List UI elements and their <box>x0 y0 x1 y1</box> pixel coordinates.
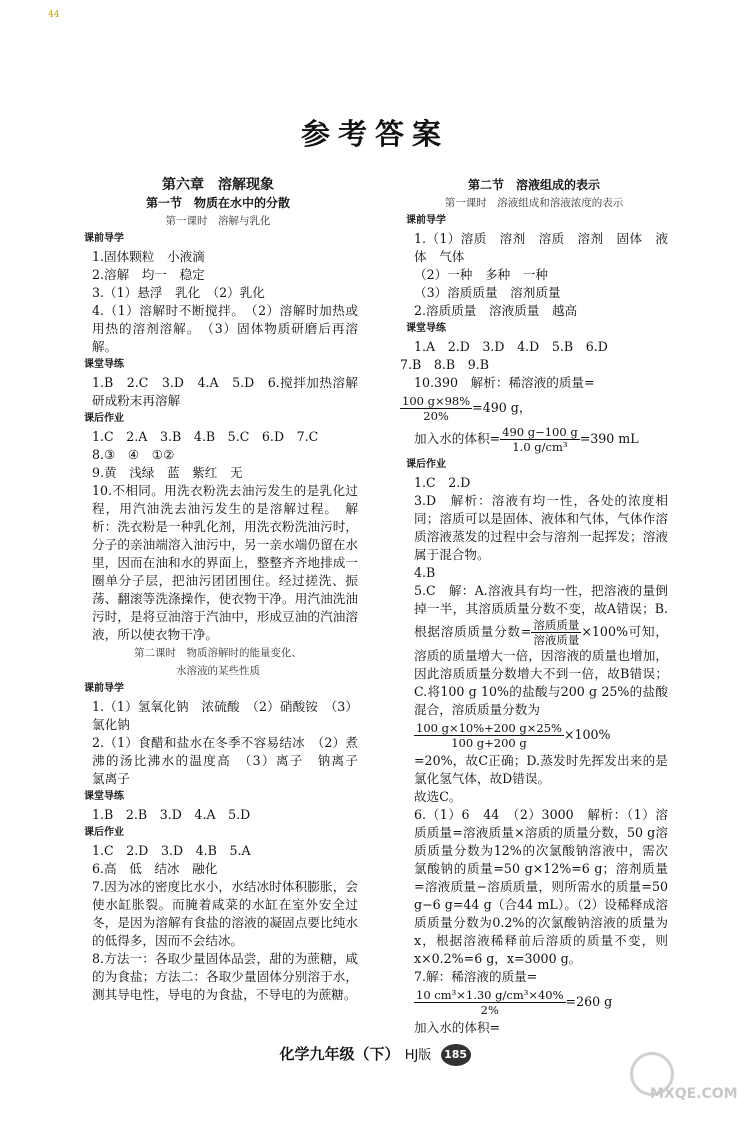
answer-paragraph: 10.不相同。用洗衣粉洗去油污发生的是乳化过程，用汽油洗去油污发生的是溶解过程。 解析：洗衣粉是一种乳化剂，用洗衣粉洗油污时，分子的亲油端溶入油污中，另一亲水端仍留在水里，因而在油和水的界面上，整整齐齐地排成一圈单分子层，把油污团团围住。经过搓洗、振荡、翻滚等洗涤操作，使衣物干净。用汽油洗油污时，是将豆油溶于汽油中，形成豆油的汽油溶液，所以使衣物干净。 <box>92 483 358 642</box>
section-label: 课堂导练 <box>84 359 124 370</box>
answer-line: 4.B <box>414 565 436 580</box>
right-column <box>400 176 668 1037</box>
answer-paragraph: =20%，故C正确；D.蒸发时先挥发出来的是氯化氢气体，故D错误。 <box>414 753 668 786</box>
edition-label: HJ版 <box>404 1048 432 1063</box>
section-label: 课前导学 <box>84 683 124 694</box>
answer-paragraph: 3.D 解析：溶液有均一性，各处的浓度相同；溶质可以是固体、液体和气体，气体作溶质溶液蒸发的过程中会与溶剂一起挥发；溶液属于混合物。 <box>414 493 668 562</box>
watermark-text: MXQE.COM <box>650 1086 738 1102</box>
page-title: 参考答案 <box>300 117 449 151</box>
lesson-heading: 水溶液的某些性质 <box>176 665 260 677</box>
answer-paragraph: 6.（1）6 44 （2）3000 解析：（1）溶质质量=溶液质量×溶质的质量分数，50 g溶质质量分数为12%的次氯酸钠溶液中，需次氯酸钠的质量=50 g×12%=6 g；溶剂质量=溶液质量−溶质质量，则所需水的质量=50 g−6 g=44 g（合44 mL）。（2）设稀释成溶质质量分数为0.2%的次氯酸钠溶液的质量为x，根据溶液稀释前后溶质的质量不变，则x×0.2%=6 g，x=3000 g。 <box>414 807 668 966</box>
answer-line: 故选C。 <box>414 789 462 804</box>
answer-line: 9.黄 浅绿 蓝 紫红 无 <box>92 465 243 480</box>
answer-line: 1.B 2.B 3.D 4.A 5.D <box>92 807 251 822</box>
section-label: 课前导学 <box>406 215 446 226</box>
section-label: 课后作业 <box>406 459 446 470</box>
fraction: $\frac{490 g-100 g}{\text{1.0 g/cm³}}$ <box>502 425 578 454</box>
answer-line: 7.解：稀溶液的质量= <box>414 969 538 984</box>
answer-line: 8.③ ④ ①② <box>92 447 175 462</box>
formula-line: $\frac{100 g\times 10\%+200 g\times 25\%}{100 g+200 g}$ ×100% <box>416 721 611 750</box>
answer-line: 2.溶质质量 溶液质量 越高 <box>414 303 578 318</box>
answer-paragraph: 8.方法一：各取少量固体品尝，甜的为蔗糖，咸的为食盐；方法二：各取少量固体分别溶于水，测其导电性，导电的为食盐，不导电的为蔗糖。 <box>92 951 358 1002</box>
answer-line: 1.C 2.D <box>414 475 471 490</box>
answer-line: 7.B 8.B 9.B <box>400 357 489 372</box>
answer-line: 10.390 解析：稀溶液的质量= <box>414 375 595 390</box>
answer-line: 1.C 2.D 3.D 4.B 5.A <box>92 843 251 858</box>
formula-line: $\frac{100 g\times 98\%}{20\%}$ =490 g， <box>402 394 532 423</box>
answer-line: 1.C 2.A 3.B 4.B 5.C 6.D 7.C <box>92 429 319 444</box>
answer-line: （2）一种 多种 一种 <box>414 267 548 282</box>
lesson-heading: 第一课时 溶液组成和溶液浓度的表示 <box>444 197 624 209</box>
answer-paragraph: 1.（1）溶质 溶剂 溶质 溶剂 固体 液体 气体 <box>414 231 668 264</box>
lesson-heading: 第二课时 物质溶解时的能量变化、 <box>134 647 302 659</box>
fraction: $\frac{100 g\times 10\%+200 g\times 25\%}{100 g+200 g}$ <box>416 721 562 750</box>
section-label: 课前导学 <box>84 233 124 244</box>
formula-line: $\frac{\text{10 cm³×1.30 g/cm³×40\%}}{2\%}$ =260 g <box>416 988 613 1017</box>
chapter-heading: 第六章 溶解现象 <box>162 177 274 193</box>
answer-paragraph: 7.因为冰的密度比水小，水结冰时体积膨胀，会使水缸胀裂。而腌着咸菜的水缸在室外安全过冬，是因为溶解有食盐的溶液的凝固点要比纯水的低得多，因而不会结冰。 <box>92 879 358 948</box>
fraction: $\frac{\text{溶质质量}}{\text{溶液质量}}$ <box>533 618 580 647</box>
answer-line: 2.溶解 均一 稳定 <box>92 267 205 282</box>
section-heading: 第一节 物质在水中的分散 <box>145 196 290 210</box>
section-label: 课堂导练 <box>84 791 124 802</box>
answer-line: 1.A 2.D 3.D 4.D 5.B 6.D <box>414 339 608 354</box>
answer-line: 加入水的体积= <box>414 1020 501 1035</box>
answer-line: 3.（1）悬浮 乳化 （2）乳化 <box>92 285 265 300</box>
answer-paragraph: 1.B 2.C 3.D 4.A 5.D 6.搅拌加热溶解 研成粉末再溶解 <box>92 375 371 408</box>
formula-line: 加入水的体积= $\frac{490 g-100 g}{\text{1.0 g/cm³}}$ =390 mL <box>414 425 639 454</box>
section-label: 课后作业 <box>84 413 124 424</box>
answer-line: 1.固体颗粒 小液滴 <box>92 249 205 264</box>
section-label: 课后作业 <box>84 827 124 838</box>
answer-paragraph: 1.（1）氢氧化钠 浓硫酸 （2）硝酸铵 （3）氯化钠 <box>92 699 358 732</box>
answer-line: 6.高 低 结冰 融化 <box>92 861 218 876</box>
corner-mark: 44 <box>48 10 60 20</box>
answer-paragraph: 4.（1）溶解时不断搅拌。 （2）溶解时加热或用热的溶剂溶解。 （3）固体物质研磨后再溶解。 <box>92 303 358 354</box>
fraction: $\frac{100 g\times 98\%}{20\%}$ <box>402 394 471 423</box>
lesson-heading: 第一课时 溶解与乳化 <box>165 215 271 227</box>
answer-paragraph: 5.C 解：A.溶液具有均一性，把溶液的量倒掉一半，其溶质质量分数不变，故A错误；B.根据溶质质量分数= $\frac{\text{溶质质量}}{\text{溶液质量}}$ ×100%可知，溶质的质量增大一倍，因溶液的质量也增加，因此溶质质量分数增大不到一倍，故B错误；C.将100 g 10%的盐酸与200 g 25%的盐酸混合，溶质质量分数为 <box>414 583 668 717</box>
section-heading: 第二节 溶液组成的表示 <box>467 178 600 192</box>
fraction: $\frac{\text{10 cm³×1.30 g/cm³×40\%}}{2\%}$ <box>416 988 564 1017</box>
page-number: 185 <box>441 1044 471 1066</box>
answer-line: （3）溶质质量 溶剂质量 <box>414 285 561 300</box>
section-label: 课堂导练 <box>406 323 446 334</box>
book-title: 化学九年级（下） <box>279 1045 400 1063</box>
answer-paragraph: 2.（1）食醋和盐水在冬季不容易结冰 （2）煮沸的汤比沸水的温度高 （3）离子 钠离子 氯离子 <box>92 735 371 786</box>
left-column <box>78 176 371 1004</box>
